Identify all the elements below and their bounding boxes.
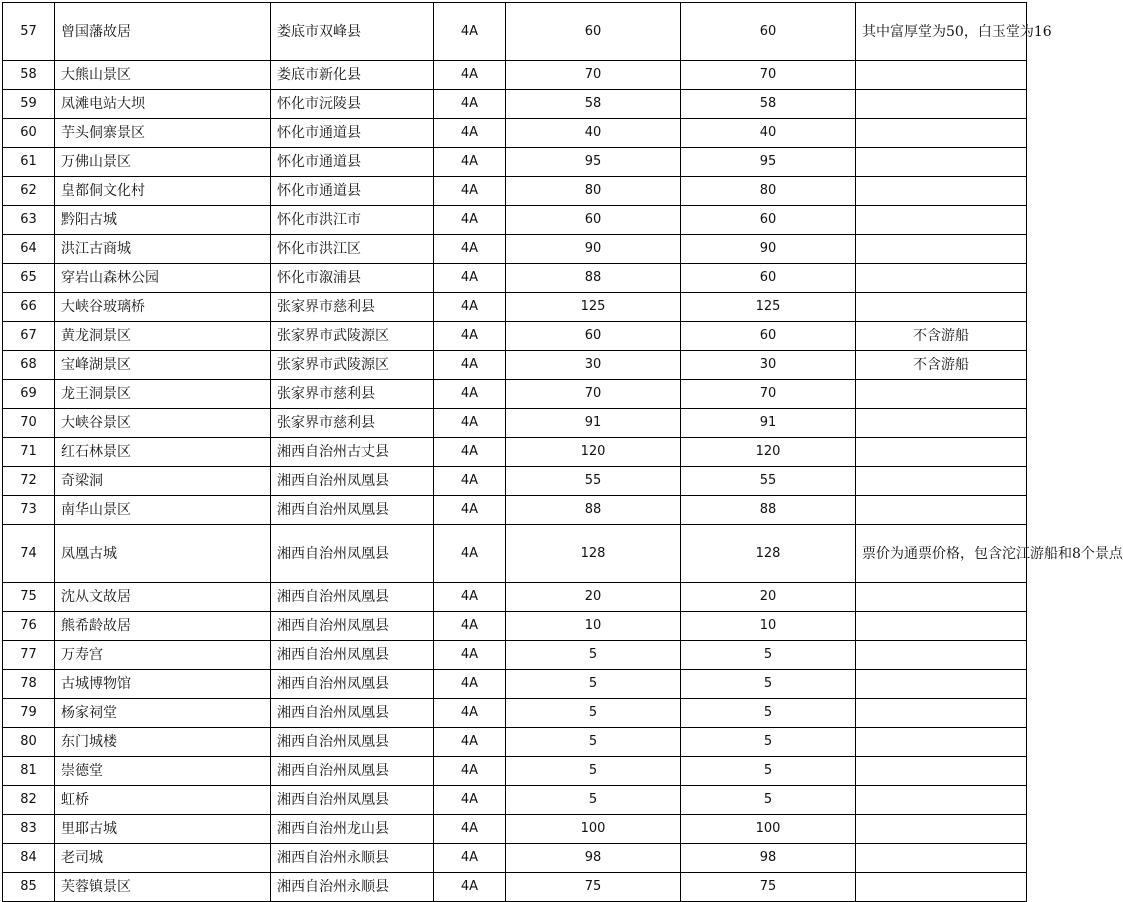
price-cell: 91 xyxy=(506,409,681,438)
row-number-cell: 69 xyxy=(3,380,55,409)
row-number-cell: 59 xyxy=(3,90,55,119)
location-cell: 湘西自治州永顺县 xyxy=(271,873,434,902)
discount-price-cell: 125 xyxy=(681,293,856,322)
row-number-cell: 83 xyxy=(3,815,55,844)
location-cell: 张家界市慈利县 xyxy=(271,409,434,438)
discount-price-cell: 80 xyxy=(681,177,856,206)
location-cell: 湘西自治州古丈县 xyxy=(271,438,434,467)
table-row xyxy=(3,235,1027,264)
scenic-name-cell: 凤凰古城 xyxy=(55,525,271,583)
discount-price-cell: 120 xyxy=(681,438,856,467)
row-number-cell: 82 xyxy=(3,786,55,815)
row-number-cell: 57 xyxy=(3,3,55,61)
table-row xyxy=(3,612,1027,641)
table-row xyxy=(3,177,1027,206)
note-cell: 其中富厚堂为50，白玉堂为16 xyxy=(856,3,1027,61)
price-cell: 88 xyxy=(506,496,681,525)
note-cell xyxy=(856,438,1027,467)
row-number-cell: 73 xyxy=(3,496,55,525)
location-cell: 湘西自治州凤凰县 xyxy=(271,786,434,815)
discount-price-cell: 70 xyxy=(681,61,856,90)
location-cell: 湘西自治州凤凰县 xyxy=(271,467,434,496)
scenic-name-cell: 大熊山景区 xyxy=(55,61,271,90)
table-row xyxy=(3,815,1027,844)
price-cell: 90 xyxy=(506,235,681,264)
note-cell xyxy=(856,235,1027,264)
discount-price-cell: 98 xyxy=(681,844,856,873)
table-body xyxy=(3,3,1123,902)
discount-price-cell: 5 xyxy=(681,641,856,670)
level-cell: 4A xyxy=(434,61,506,90)
discount-price-cell: 20 xyxy=(681,583,856,612)
price-cell: 30 xyxy=(506,351,681,380)
level-cell: 4A xyxy=(434,815,506,844)
row-number-cell: 63 xyxy=(3,206,55,235)
row-number-cell: 68 xyxy=(3,351,55,380)
scenic-name-cell: 杨家祠堂 xyxy=(55,699,271,728)
discount-price-cell: 88 xyxy=(681,496,856,525)
scenic-name-cell: 曾国藩故居 xyxy=(55,3,271,61)
price-cell: 20 xyxy=(506,583,681,612)
location-cell: 怀化市洪江区 xyxy=(271,235,434,264)
level-cell: 4A xyxy=(434,380,506,409)
scenic-name-cell: 红石林景区 xyxy=(55,438,271,467)
table-row xyxy=(3,525,1027,583)
price-cell: 5 xyxy=(506,728,681,757)
level-cell: 4A xyxy=(434,496,506,525)
price-cell: 60 xyxy=(506,3,681,61)
discount-price-cell: 5 xyxy=(681,786,856,815)
level-cell: 4A xyxy=(434,670,506,699)
location-cell: 张家界市武陵源区 xyxy=(271,322,434,351)
scenic-name-cell: 大峡谷玻璃桥 xyxy=(55,293,271,322)
note-cell xyxy=(856,264,1027,293)
note-cell xyxy=(856,670,1027,699)
note-cell xyxy=(856,90,1027,119)
location-cell: 怀化市洪江市 xyxy=(271,206,434,235)
discount-price-cell: 5 xyxy=(681,728,856,757)
row-number-cell: 77 xyxy=(3,641,55,670)
location-cell: 湘西自治州凤凰县 xyxy=(271,670,434,699)
note-cell xyxy=(856,467,1027,496)
discount-price-cell: 90 xyxy=(681,235,856,264)
level-cell: 4A xyxy=(434,525,506,583)
scenic-name-cell: 虹桥 xyxy=(55,786,271,815)
level-cell: 4A xyxy=(434,612,506,641)
row-number-cell: 79 xyxy=(3,699,55,728)
scenic-name-cell: 崇德堂 xyxy=(55,757,271,786)
scenic-name-cell: 凤滩电站大坝 xyxy=(55,90,271,119)
table-row xyxy=(3,786,1027,815)
price-cell: 55 xyxy=(506,467,681,496)
price-cell: 60 xyxy=(506,206,681,235)
table-row xyxy=(3,3,1027,61)
discount-price-cell: 10 xyxy=(681,612,856,641)
table-row xyxy=(3,409,1027,438)
level-cell: 4A xyxy=(434,3,506,61)
scenic-name-cell: 万寿宫 xyxy=(55,641,271,670)
discount-price-cell: 100 xyxy=(681,815,856,844)
location-cell: 湘西自治州凤凰县 xyxy=(271,525,434,583)
location-cell: 湘西自治州凤凰县 xyxy=(271,728,434,757)
table-row xyxy=(3,873,1027,902)
price-cell: 128 xyxy=(506,525,681,583)
discount-price-cell: 128 xyxy=(681,525,856,583)
level-cell: 4A xyxy=(434,235,506,264)
discount-price-cell: 75 xyxy=(681,873,856,902)
level-cell: 4A xyxy=(434,119,506,148)
price-cell: 5 xyxy=(506,786,681,815)
location-cell: 怀化市溆浦县 xyxy=(271,264,434,293)
price-cell: 5 xyxy=(506,757,681,786)
level-cell: 4A xyxy=(434,409,506,438)
note-cell xyxy=(856,293,1027,322)
price-cell: 120 xyxy=(506,438,681,467)
table-row xyxy=(3,757,1027,786)
location-cell: 湘西自治州凤凰县 xyxy=(271,583,434,612)
table-row xyxy=(3,293,1027,322)
discount-price-cell: 70 xyxy=(681,380,856,409)
row-number-cell: 65 xyxy=(3,264,55,293)
level-cell: 4A xyxy=(434,206,506,235)
scenic-name-cell: 宝峰湖景区 xyxy=(55,351,271,380)
table-row xyxy=(3,61,1027,90)
level-cell: 4A xyxy=(434,438,506,467)
price-cell: 60 xyxy=(506,322,681,351)
price-cell: 5 xyxy=(506,670,681,699)
discount-price-cell: 91 xyxy=(681,409,856,438)
location-cell: 湘西自治州凤凰县 xyxy=(271,757,434,786)
note-cell xyxy=(856,844,1027,873)
table-row xyxy=(3,438,1027,467)
scenic-name-cell: 东门城楼 xyxy=(55,728,271,757)
level-cell: 4A xyxy=(434,148,506,177)
location-cell: 湘西自治州凤凰县 xyxy=(271,496,434,525)
scenic-name-cell: 穿岩山森林公园 xyxy=(55,264,271,293)
discount-price-cell: 5 xyxy=(681,699,856,728)
note-cell xyxy=(856,728,1027,757)
price-cell: 5 xyxy=(506,641,681,670)
row-number-cell: 62 xyxy=(3,177,55,206)
location-cell: 张家界市慈利县 xyxy=(271,293,434,322)
table-row xyxy=(3,119,1027,148)
level-cell: 4A xyxy=(434,467,506,496)
price-cell: 98 xyxy=(506,844,681,873)
level-cell: 4A xyxy=(434,786,506,815)
discount-price-cell: 60 xyxy=(681,322,856,351)
row-number-cell: 78 xyxy=(3,670,55,699)
row-number-cell: 76 xyxy=(3,612,55,641)
price-cell: 75 xyxy=(506,873,681,902)
note-cell xyxy=(856,612,1027,641)
location-cell: 张家界市慈利县 xyxy=(271,380,434,409)
table-row xyxy=(3,728,1027,757)
discount-price-cell: 5 xyxy=(681,670,856,699)
note-cell xyxy=(856,815,1027,844)
price-cell: 95 xyxy=(506,148,681,177)
price-cell: 70 xyxy=(506,380,681,409)
note-cell: 不含游船 xyxy=(856,351,1027,380)
row-number-cell: 60 xyxy=(3,119,55,148)
discount-price-cell: 60 xyxy=(681,206,856,235)
location-cell: 怀化市通道县 xyxy=(271,177,434,206)
note-cell xyxy=(856,61,1027,90)
location-cell: 湘西自治州凤凰县 xyxy=(271,699,434,728)
table-row xyxy=(3,641,1027,670)
location-cell: 湘西自治州永顺县 xyxy=(271,844,434,873)
level-cell: 4A xyxy=(434,757,506,786)
scenic-name-cell: 沈从文故居 xyxy=(55,583,271,612)
note-cell: 票价为通票价格，包含沱江游船和8个景点 xyxy=(856,525,1027,583)
note-cell xyxy=(856,786,1027,815)
location-cell: 怀化市沅陵县 xyxy=(271,90,434,119)
scenic-name-cell: 大峡谷景区 xyxy=(55,409,271,438)
table-row xyxy=(3,380,1027,409)
price-cell: 88 xyxy=(506,264,681,293)
scenic-name-cell: 洪江古商城 xyxy=(55,235,271,264)
discount-price-cell: 95 xyxy=(681,148,856,177)
level-cell: 4A xyxy=(434,293,506,322)
level-cell: 4A xyxy=(434,264,506,293)
table-row xyxy=(3,496,1027,525)
location-cell: 张家界市武陵源区 xyxy=(271,351,434,380)
row-number-cell: 66 xyxy=(3,293,55,322)
price-cell: 80 xyxy=(506,177,681,206)
location-cell: 怀化市通道县 xyxy=(271,148,434,177)
row-number-cell: 74 xyxy=(3,525,55,583)
table-row xyxy=(3,670,1027,699)
row-number-cell: 64 xyxy=(3,235,55,264)
price-cell: 125 xyxy=(506,293,681,322)
scenic-name-cell: 老司城 xyxy=(55,844,271,873)
table-row xyxy=(3,467,1027,496)
row-number-cell: 81 xyxy=(3,757,55,786)
scenic-name-cell: 黄龙洞景区 xyxy=(55,322,271,351)
note-cell xyxy=(856,496,1027,525)
level-cell: 4A xyxy=(434,844,506,873)
price-cell: 10 xyxy=(506,612,681,641)
level-cell: 4A xyxy=(434,351,506,380)
discount-price-cell: 40 xyxy=(681,119,856,148)
location-cell: 湘西自治州凤凰县 xyxy=(271,612,434,641)
level-cell: 4A xyxy=(434,177,506,206)
row-number-cell: 61 xyxy=(3,148,55,177)
location-cell: 娄底市新化县 xyxy=(271,61,434,90)
note-cell xyxy=(856,177,1027,206)
note-cell xyxy=(856,757,1027,786)
scenic-spot-price-table xyxy=(2,2,1123,902)
scenic-name-cell: 熊希龄故居 xyxy=(55,612,271,641)
location-cell: 湘西自治州龙山县 xyxy=(271,815,434,844)
discount-price-cell: 58 xyxy=(681,90,856,119)
discount-price-cell: 30 xyxy=(681,351,856,380)
scenic-name-cell: 芙蓉镇景区 xyxy=(55,873,271,902)
discount-price-cell: 60 xyxy=(681,264,856,293)
table-row xyxy=(3,699,1027,728)
note-cell xyxy=(856,699,1027,728)
row-number-cell: 75 xyxy=(3,583,55,612)
note-cell xyxy=(856,409,1027,438)
table-row xyxy=(3,583,1027,612)
row-number-cell: 85 xyxy=(3,873,55,902)
row-number-cell: 67 xyxy=(3,322,55,351)
note-cell xyxy=(856,380,1027,409)
discount-price-cell: 55 xyxy=(681,467,856,496)
table-row xyxy=(3,322,1027,351)
table-row xyxy=(3,148,1027,177)
note-cell xyxy=(856,641,1027,670)
level-cell: 4A xyxy=(434,583,506,612)
scenic-name-cell: 龙王洞景区 xyxy=(55,380,271,409)
price-cell: 58 xyxy=(506,90,681,119)
price-cell: 5 xyxy=(506,699,681,728)
level-cell: 4A xyxy=(434,641,506,670)
note-cell xyxy=(856,583,1027,612)
note-cell xyxy=(856,119,1027,148)
scenic-name-cell: 皇都侗文化村 xyxy=(55,177,271,206)
note-cell: 不含游船 xyxy=(856,322,1027,351)
level-cell: 4A xyxy=(434,728,506,757)
table-row xyxy=(3,844,1027,873)
note-cell xyxy=(856,148,1027,177)
scenic-name-cell: 里耶古城 xyxy=(55,815,271,844)
price-cell: 100 xyxy=(506,815,681,844)
scenic-name-cell: 黔阳古城 xyxy=(55,206,271,235)
row-number-cell: 58 xyxy=(3,61,55,90)
scenic-name-cell: 芋头侗寨景区 xyxy=(55,119,271,148)
scenic-name-cell: 奇梁洞 xyxy=(55,467,271,496)
level-cell: 4A xyxy=(434,873,506,902)
note-cell xyxy=(856,206,1027,235)
scenic-name-cell: 万佛山景区 xyxy=(55,148,271,177)
row-number-cell: 70 xyxy=(3,409,55,438)
note-cell xyxy=(856,873,1027,902)
location-cell: 怀化市通道县 xyxy=(271,119,434,148)
location-cell: 娄底市双峰县 xyxy=(271,3,434,61)
table-row xyxy=(3,351,1027,380)
scenic-name-cell: 古城博物馆 xyxy=(55,670,271,699)
table-row xyxy=(3,206,1027,235)
discount-price-cell: 60 xyxy=(681,3,856,61)
level-cell: 4A xyxy=(434,699,506,728)
price-cell: 70 xyxy=(506,61,681,90)
location-cell: 湘西自治州凤凰县 xyxy=(271,641,434,670)
row-number-cell: 71 xyxy=(3,438,55,467)
row-number-cell: 80 xyxy=(3,728,55,757)
table-row xyxy=(3,264,1027,293)
scenic-name-cell: 南华山景区 xyxy=(55,496,271,525)
table-row xyxy=(3,90,1027,119)
level-cell: 4A xyxy=(434,90,506,119)
discount-price-cell: 5 xyxy=(681,757,856,786)
row-number-cell: 84 xyxy=(3,844,55,873)
level-cell: 4A xyxy=(434,322,506,351)
row-number-cell: 72 xyxy=(3,467,55,496)
price-cell: 40 xyxy=(506,119,681,148)
